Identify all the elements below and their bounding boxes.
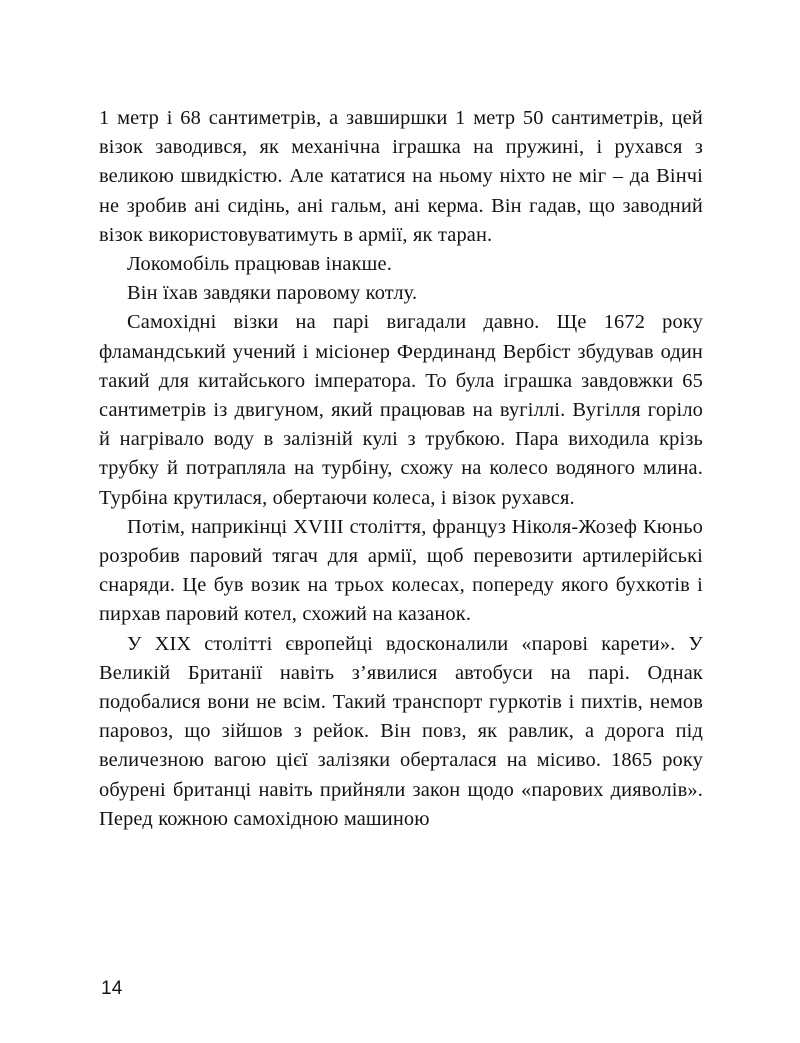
paragraph: У XIX столітті європейці вдосконалили «парові карети». У Великій Британії навіть з’явилися автобуси на парі. Однак подобалися вони не всім. Такий транспорт гуркотів і пихтів, немов паровоз, що зійшов з рейок. Він повз, як равлик, а дорога під величезною вагою цієї залізяки оберталася на місиво. 1865 року обурені британці навіть прийняли закон щодо «парових дияволів». Перед кожною самохідною машиною <box>99 632 703 830</box>
page-number: 14 <box>101 978 123 999</box>
paragraph: Він їхав завдяки паровому котлу. <box>127 282 418 305</box>
paragraph: Самохідні візки на парі вигадали давно. Ще 1672 року фламандський учений і місіонер Фердинанд Вербіст збудував один такий для китайського імператора. То була іграшка завдовжки 65 сантиметрів із двигуном, який працював на вугіллі. Вугілля горіло й нагрівало воду в залізній кулі з трубкою. Пара виходила крізь трубку й потрапляла на турбіну, схожу на колесо водяного млина. Турбіна крутилася, обертаючи колеса, і візок рухався. <box>99 311 703 509</box>
body-text-column <box>99 104 703 834</box>
paragraph: 1 метр і 68 сантиметрів, а завширшки 1 метр 50 сантиметрів, цей візок заводився, як механічна іграшка на пружині, і рухався з великою швидкістю. Але кататися на ньому ніхто не міг – да Вінчі не зробив ані сидінь, ані гальм, ані керма. Він гадав, що заводний візок використовуватимуть в армії, як таран. <box>99 107 703 246</box>
paragraph: Потім, наприкінці XVIII століття, француз Ніколя-Жозеф Кюньо розробив паровий тягач для армії, щоб перевозити артилерійські снаряди. Це був возик на трьох колесах, попереду якого бухкотів і пирхав паровий котел, схожий на казанок. <box>99 515 703 626</box>
paragraph: Локомобіль працював інакше. <box>127 253 392 276</box>
